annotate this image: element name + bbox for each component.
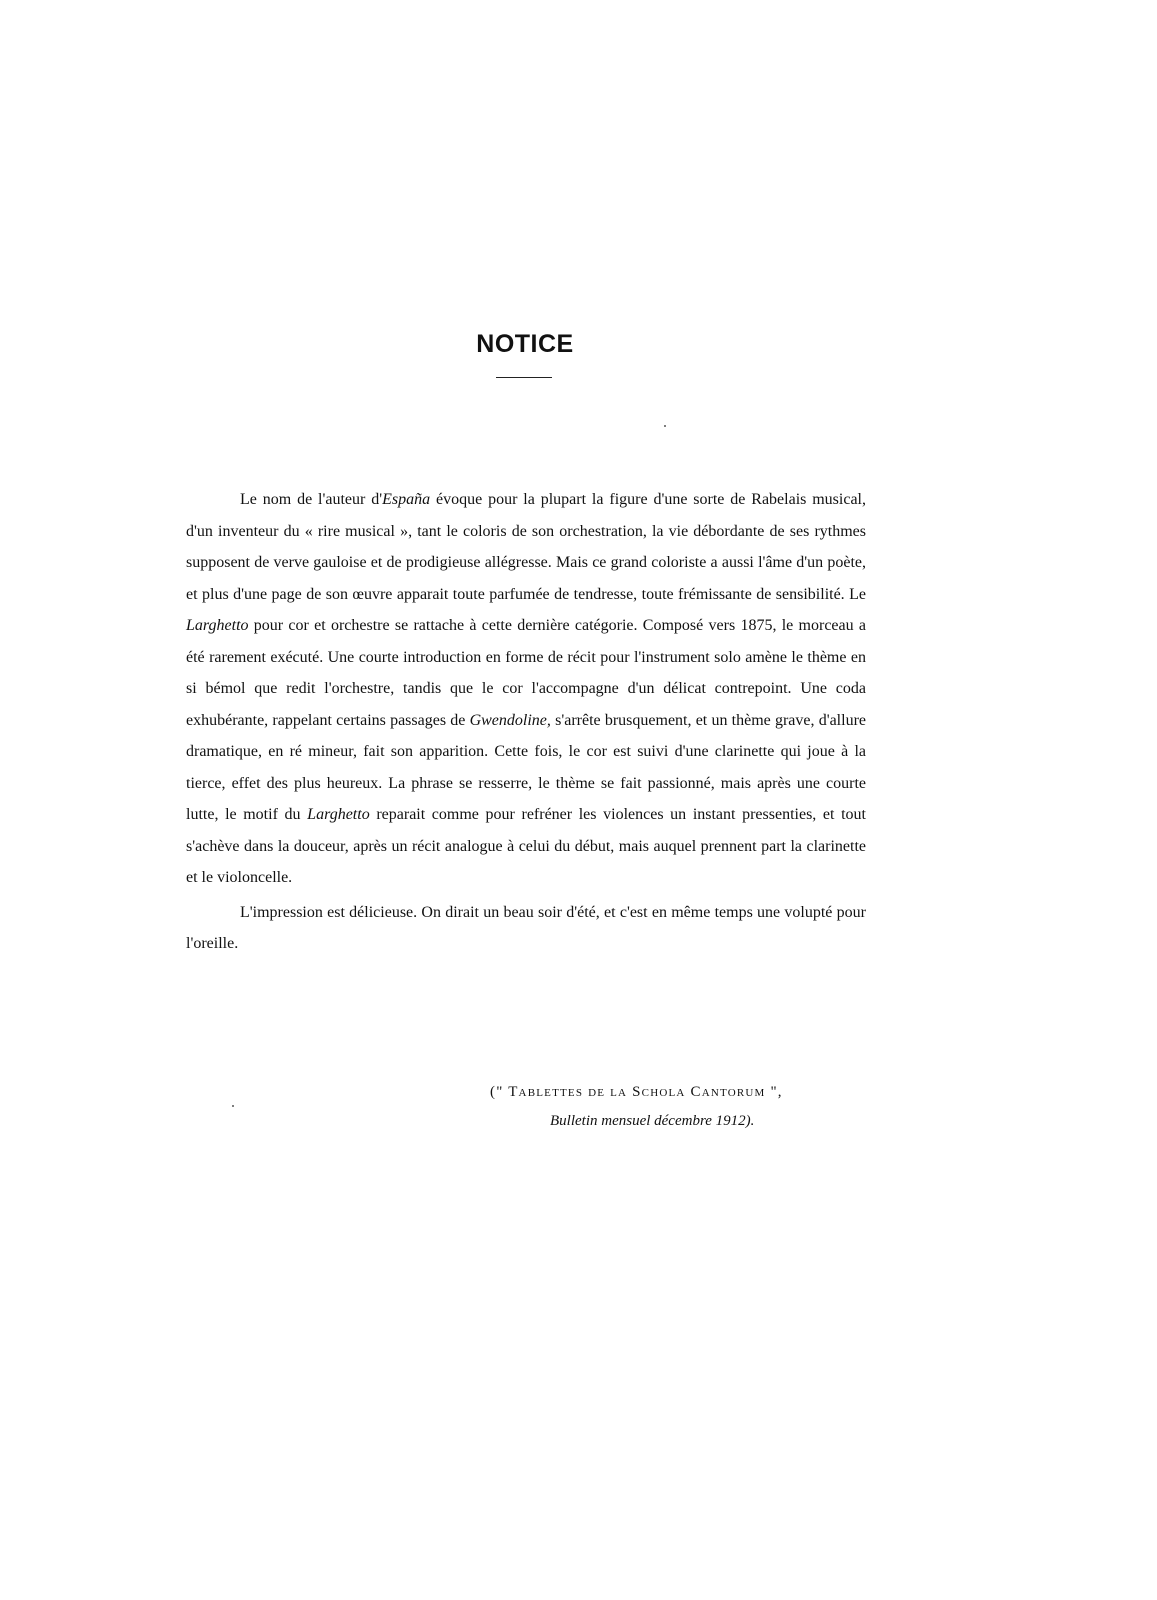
paragraph-1-text-e: reparait comme pour refréner les violences un instant pressenties, et tout s'achève dans la douceur, après un récit analogue à celui du début, mais auquel prennent part la clarinette et le violoncelle.: [186, 806, 867, 886]
notice-body: [186, 484, 866, 960]
paragraph-2: L'impression est délicieuse. On dirait un beau soir d'été, et c'est en même temps une volupté pour l'oreille.: [186, 903, 866, 952]
paragraph-1-text-b: évoque pour la plupart la figure d'une sorte de Rabelais musical, d'un inventeur du « rire musical », tant le coloris de son orchestration, la vie débordante de ses rythmes supposent de verve gauloise et de prodigieuse allégresse. Mais ce grand coloriste a aussi l'âme d'un poète, et plus d'une page de son œuvre apparait toute parfumée de tendresse, toute frémissante de sensibilité. Le: [186, 491, 867, 603]
work-title-larghetto: Larghetto: [186, 617, 249, 634]
scan-speck: [664, 425, 666, 427]
scan-speck: [232, 1105, 234, 1107]
citation: [490, 1078, 870, 1136]
paragraph-1-text-a: Le nom de l'auteur d': [240, 491, 383, 508]
citation-source: (" Tablettes de la Schola Cantorum ",: [490, 1084, 783, 1100]
title-rule: [496, 377, 552, 378]
work-title-espana: España: [382, 491, 431, 508]
paragraph-1-text-c: pour cor et orchestre se rattache à cette dernière catégorie. Composé vers 1875, le morceau a été rarement exécuté. Une courte introduction en forme de récit pour l'instrument solo amène le thème en si bémol que redit l'orchestre, tandis que le cor l'accompagne d'un délicat contrepoint. Une coda exhubérante, rappelant certains passages de: [186, 617, 866, 729]
citation-detail: Bulletin mensuel décembre 1912).: [550, 1113, 755, 1129]
work-title-larghetto-2: Larghetto: [307, 806, 370, 823]
work-title-gwendoline: Gwendoline,: [469, 711, 551, 729]
page-title: NOTICE: [476, 330, 574, 358]
paragraph-1-text-d: s'arrête brusquement, et un thème grave, d'allure dramatique, en ré mineur, fait son apparition. Cette fois, le cor est suivi d'une clarinette qui joue à la tierce, effet des plus heureux. La phrase se resserre, le thème se fait passionné, mais après une courte lutte, le motif du: [186, 711, 866, 823]
paragraph-1: [186, 484, 866, 894]
